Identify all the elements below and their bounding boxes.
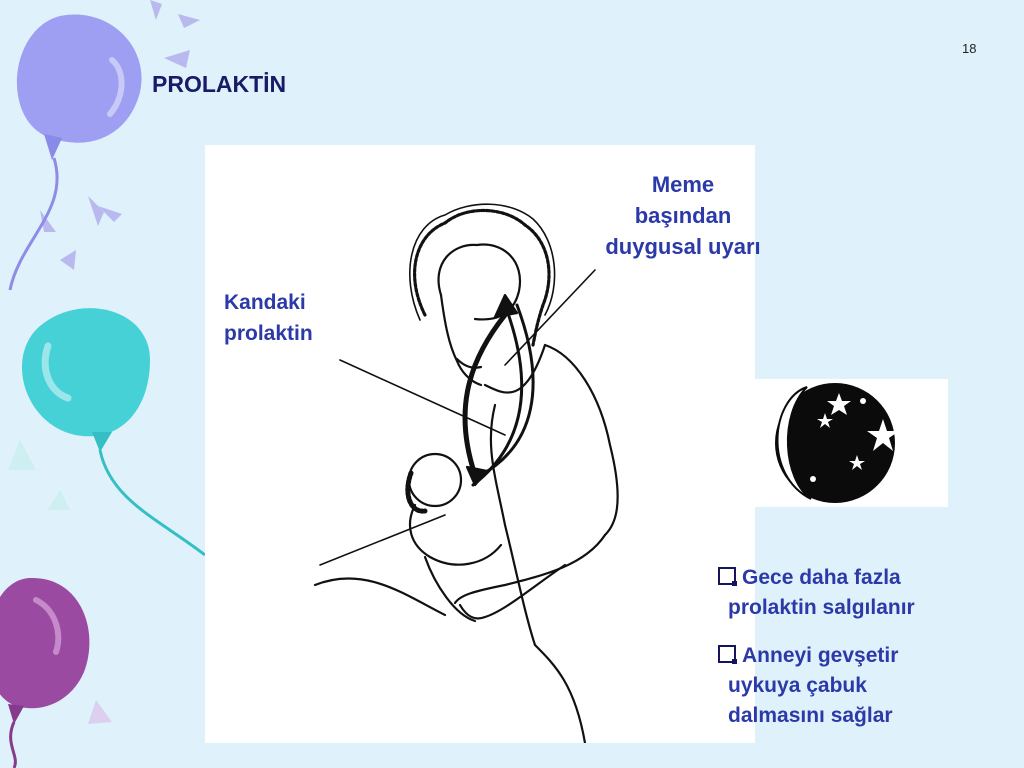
balloons-decoration	[0, 0, 220, 768]
magenta-balloon-icon	[0, 578, 112, 768]
bullet-text-line1: Gece daha fazla	[742, 566, 901, 589]
moon-stars-image	[753, 379, 948, 507]
bullet-text-line1: Anneyi gevşetir	[742, 644, 899, 667]
label-blood-prolactin: Kandaki prolaktin	[224, 291, 313, 345]
bullet-text-line3: dalmasını sağlar	[728, 704, 893, 727]
slide-number: 18	[962, 41, 977, 56]
moon-stars-icon	[753, 379, 948, 507]
bullet-text-line2: uykuya çabuk	[728, 674, 867, 697]
purple-balloon-icon	[10, 15, 142, 290]
bullet-relaxes-mother	[718, 641, 1018, 731]
slide-title: PROLAKTİN	[152, 71, 287, 97]
teal-balloon-icon	[8, 308, 205, 555]
checkbox-bullet-icon	[718, 645, 736, 663]
bullet-night-prolactin	[718, 563, 1018, 623]
checkbox-bullet-icon	[718, 567, 736, 585]
label-nipple-stimulus: Meme başından duygusal uyarı	[605, 172, 761, 259]
bullet-text-line2: prolaktin salgılanır	[728, 596, 915, 619]
